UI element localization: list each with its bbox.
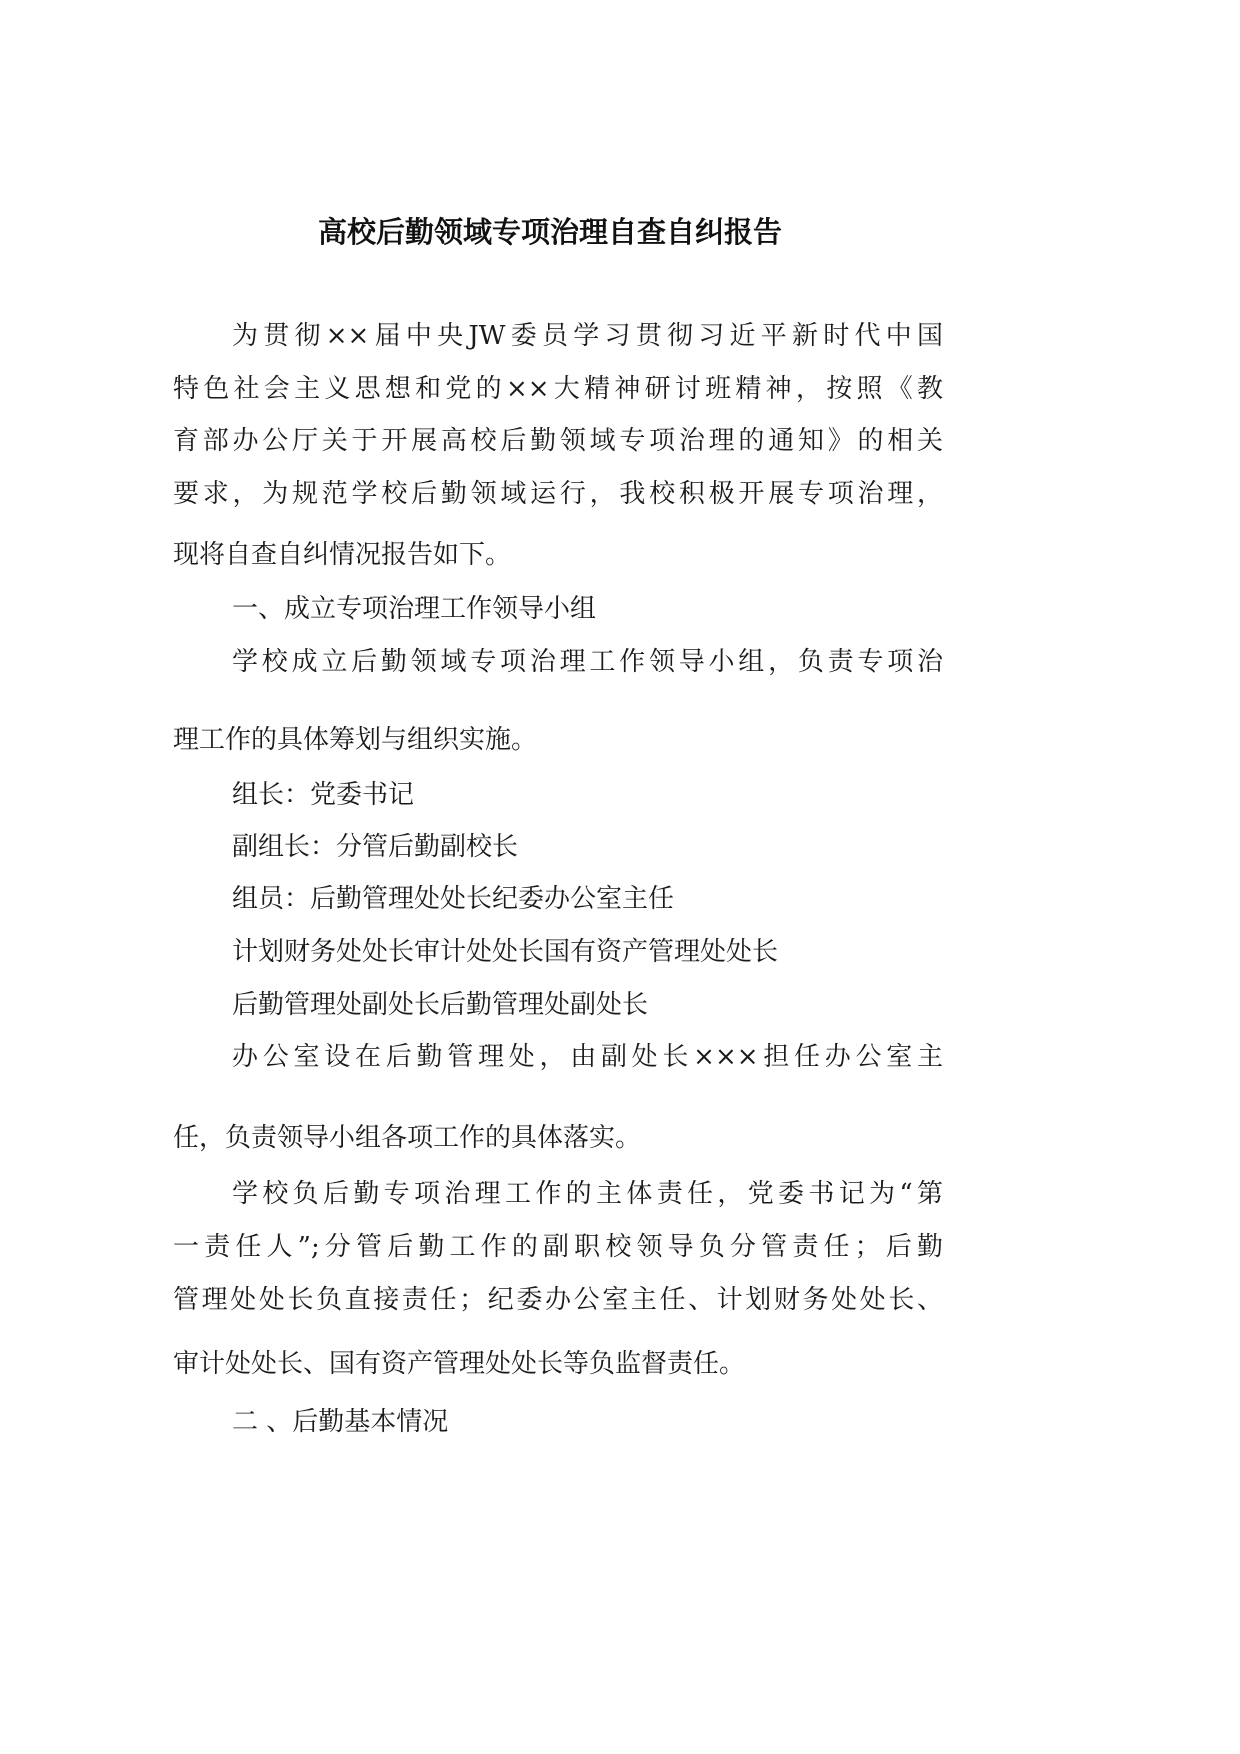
- paragraph-line: 任，负责领导小组各项工作的具体落实。: [173, 1123, 642, 1153]
- paragraph-line: 特色社会主义思想和党的××大精神研讨班精神，按照《教: [173, 374, 943, 404]
- list-item: 计划财务处处长审计处处长国有资产管理处处长: [232, 937, 779, 967]
- list-item: 组长：党委书记: [232, 780, 415, 810]
- paragraph-line: 要求，为规范学校后勤领域运行，我校积极开展专项治理，: [173, 479, 943, 509]
- list-item: 副组长：分管后勤副校长: [232, 832, 519, 862]
- list-item: 后勤管理处副处长后勤管理处副处长: [232, 990, 649, 1020]
- section-heading: 二 、后勤基本情况: [232, 1407, 449, 1437]
- list-item: 组员：后勤管理处处长纪委办公室主任: [232, 884, 675, 914]
- paragraph-line: 为贯彻××届中央JW委员学习贯彻习近平新时代中国: [232, 321, 943, 351]
- paragraph-line: 办公室设在后勤管理处，由副处长×××担任办公室主: [232, 1042, 943, 1072]
- document-title: 高校后勤领域专项治理自查自纠报告: [317, 215, 782, 249]
- paragraph-line: 学校负后勤专项治理工作的主体责任，党委书记为“第: [232, 1179, 943, 1209]
- paragraph-line: 育部办公厅关于开展高校后勤领域专项治理的通知》的相关: [173, 426, 943, 456]
- paragraph-line: 一责任人”;分管后勤工作的副职校领导负分管责任；后勤: [173, 1232, 943, 1262]
- paragraph-line: 现将自查自纠情况报告如下。: [173, 540, 512, 570]
- paragraph-line: 理工作的具体筹划与组织实施。: [173, 725, 538, 755]
- paragraph-line: 学校成立后勤领域专项治理工作领导小组，负责专项治: [232, 647, 943, 677]
- paragraph-line: 审计处处长、国有资产管理处处长等负监督责任。: [173, 1349, 746, 1379]
- paragraph-line: 管理处处长负直接责任；纪委办公室主任、计划财务处处长、: [173, 1285, 943, 1315]
- section-heading: 一、成立专项治理工作领导小组: [232, 594, 597, 624]
